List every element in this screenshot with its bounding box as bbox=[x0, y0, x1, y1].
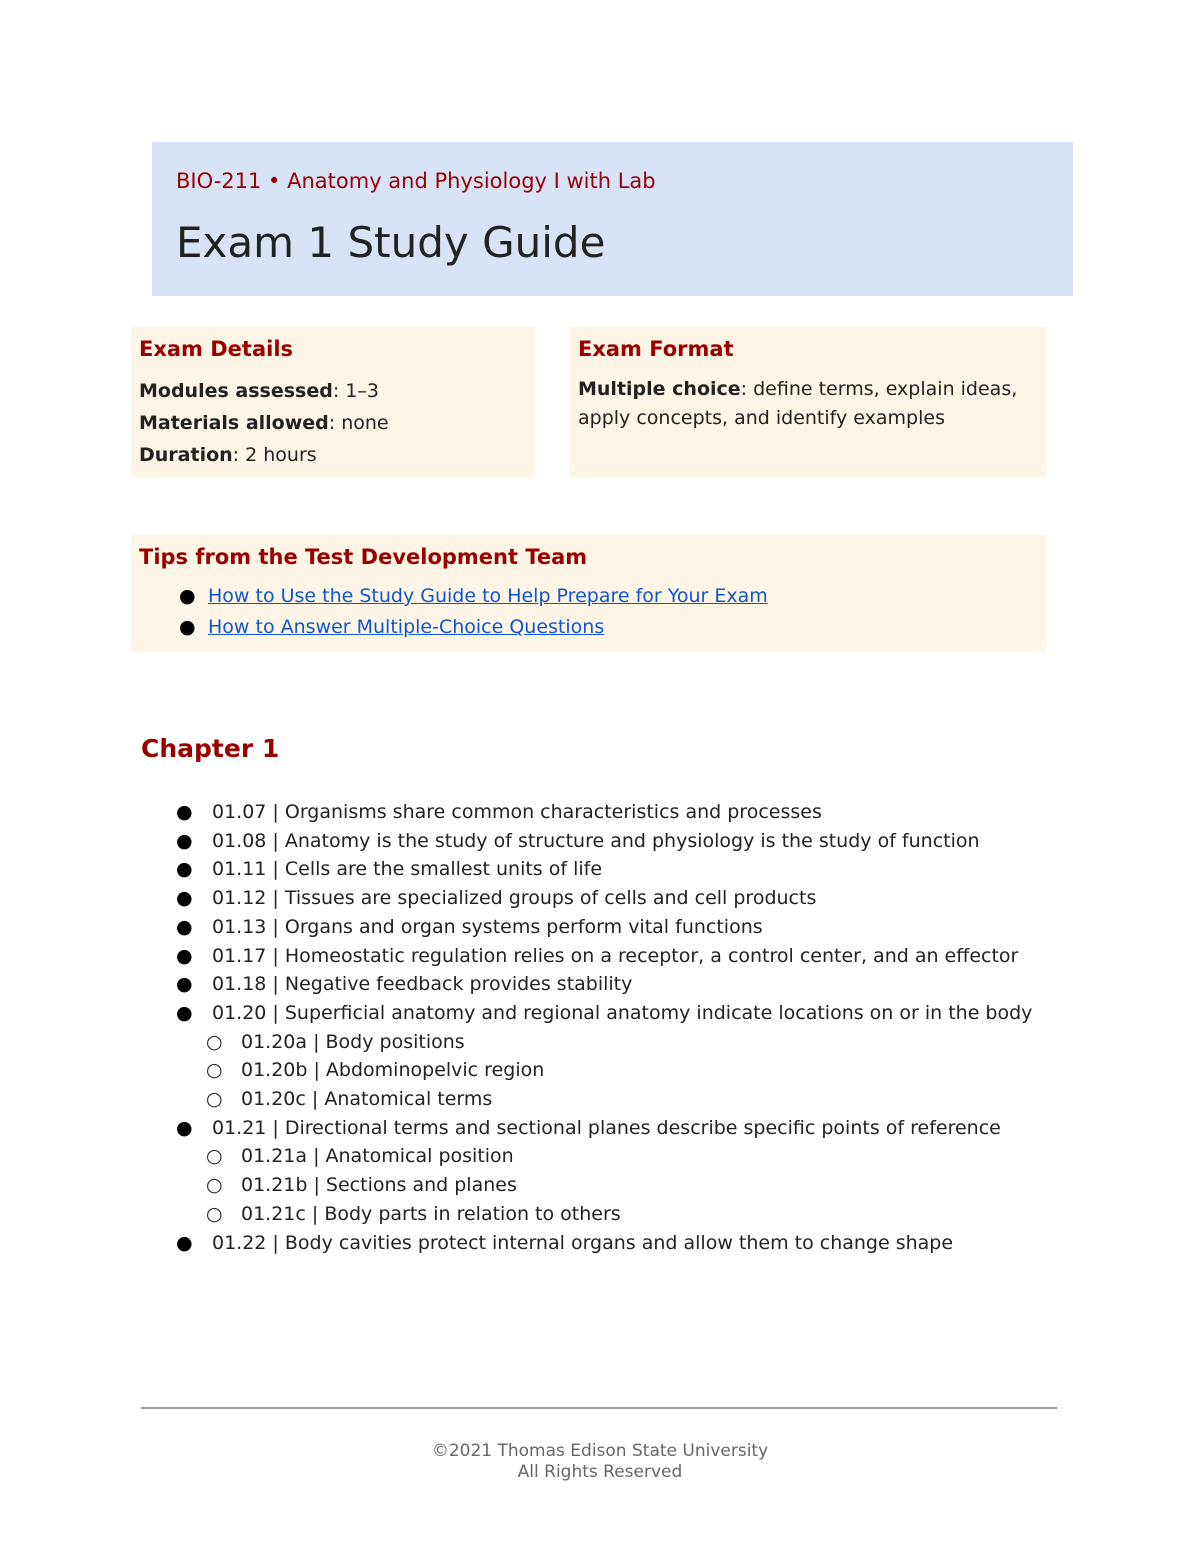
bullet-icon: ● bbox=[176, 829, 193, 852]
bullet-icon: ● bbox=[176, 944, 193, 967]
list-item bbox=[170, 884, 1070, 913]
duration-value: : 2 hours bbox=[232, 444, 317, 466]
sub-list-item bbox=[128, 1142, 1070, 1171]
objective-text: 01.20a | Body positions bbox=[241, 1030, 465, 1053]
objective-text: 01.17 | Homeostatic regulation relies on a receptor, a control center, and an effector bbox=[212, 944, 1019, 967]
bullet-icon: ● bbox=[176, 915, 193, 938]
objective-text: 01.07 | Organisms share common characteristics and processes bbox=[212, 801, 822, 823]
bullet-icon: ● bbox=[179, 616, 196, 638]
header-banner bbox=[152, 142, 1073, 296]
sub-list-item bbox=[128, 1171, 1070, 1200]
duration-label: Duration bbox=[139, 444, 233, 466]
bullet-icon: ● bbox=[176, 1001, 193, 1024]
objective-text: 01.20b | Abdominopelvic region bbox=[241, 1059, 545, 1082]
chapter-objectives bbox=[170, 798, 1070, 1257]
objective-text: 01.21b | Sections and planes bbox=[241, 1174, 517, 1197]
list-item bbox=[170, 827, 1070, 856]
exam-details-heading: Exam Details bbox=[139, 337, 294, 361]
copyright-text: ©2021 Thomas Edison State University bbox=[431, 1441, 769, 1461]
tips-box bbox=[131, 535, 1046, 652]
list-item bbox=[170, 942, 1070, 971]
chapter-heading: Chapter 1 bbox=[141, 734, 280, 763]
objective-text: 01.18 | Negative feedback provides stability bbox=[212, 973, 633, 996]
list-item bbox=[139, 612, 1038, 643]
bullet-icon: ● bbox=[176, 801, 193, 823]
bullet-icon: ● bbox=[176, 1116, 193, 1139]
objective-text: 01.21a | Anatomical position bbox=[241, 1145, 514, 1168]
exam-format-box bbox=[570, 327, 1046, 477]
modules-assessed bbox=[139, 375, 527, 407]
list-item bbox=[170, 1229, 1070, 1258]
footer bbox=[0, 1441, 1200, 1483]
hollow-bullet-icon: ○ bbox=[206, 1030, 223, 1053]
duration bbox=[139, 439, 527, 471]
bullet-icon: ● bbox=[179, 585, 196, 607]
list-item bbox=[170, 1114, 1070, 1143]
tips-list bbox=[139, 581, 1038, 643]
rights-text: All Rights Reserved bbox=[517, 1462, 683, 1482]
bullet-icon: ● bbox=[176, 973, 193, 996]
multiple-choice-link[interactable]: How to Answer Multiple-Choice Questions bbox=[208, 616, 605, 638]
objective-text: 01.22 | Body cavities protect internal organs and allow them to change shape bbox=[212, 1231, 954, 1254]
format-description: : define terms, explain ideas, apply concepts, and identify examples bbox=[578, 378, 1018, 429]
study-guide-link[interactable]: How to Use the Study Guide to Help Prepare for Your Exam bbox=[208, 585, 768, 607]
exam-format-heading: Exam Format bbox=[578, 337, 734, 361]
list-item bbox=[170, 970, 1070, 999]
hollow-bullet-icon: ○ bbox=[206, 1145, 223, 1168]
objective-text: 01.20 | Superficial anatomy and regional anatomy indicate locations on or in the body bbox=[212, 1001, 1033, 1024]
footer-divider bbox=[141, 1407, 1057, 1409]
format-label: Multiple choice bbox=[578, 378, 741, 400]
bullet-icon: ● bbox=[176, 858, 193, 881]
exam-format-text bbox=[578, 375, 1038, 433]
objective-text: 01.13 | Organs and organ systems perform vital functions bbox=[212, 915, 763, 938]
list-item bbox=[139, 581, 1038, 612]
sub-list-item bbox=[128, 1085, 1070, 1114]
modules-label: Modules assessed bbox=[139, 380, 333, 402]
hollow-bullet-icon: ○ bbox=[206, 1202, 223, 1225]
hollow-bullet-icon: ○ bbox=[206, 1088, 223, 1111]
list-item bbox=[170, 913, 1070, 942]
objective-text: 01.20c | Anatomical terms bbox=[241, 1088, 493, 1111]
hollow-bullet-icon: ○ bbox=[206, 1059, 223, 1082]
modules-value: : 1–3 bbox=[332, 380, 379, 402]
objective-text: 01.21 | Directional terms and sectional planes describe specific points of reference bbox=[212, 1116, 1001, 1139]
objective-text: 01.21c | Body parts in relation to others bbox=[241, 1202, 621, 1225]
tips-heading: Tips from the Test Development Team bbox=[139, 545, 588, 569]
page-title: Exam 1 Study Guide bbox=[176, 218, 606, 267]
bullet-icon: ● bbox=[176, 887, 193, 910]
course-title: BIO-211 • Anatomy and Physiology I with Lab bbox=[176, 169, 656, 193]
list-item bbox=[170, 798, 1070, 827]
sub-list-item bbox=[128, 1028, 1070, 1057]
objective-text: 01.11 | Cells are the smallest units of life bbox=[212, 858, 603, 881]
materials-value: : none bbox=[328, 412, 389, 434]
list-item bbox=[170, 855, 1070, 884]
list-item bbox=[170, 999, 1070, 1028]
objective-text: 01.12 | Tissues are specialized groups of cells and cell products bbox=[212, 887, 817, 910]
materials-allowed bbox=[139, 407, 527, 439]
exam-details-box bbox=[131, 327, 535, 477]
sub-list-item bbox=[128, 1200, 1070, 1229]
sub-list-item bbox=[128, 1056, 1070, 1085]
materials-label: Materials allowed bbox=[139, 412, 329, 434]
hollow-bullet-icon: ○ bbox=[206, 1174, 223, 1197]
objective-text: 01.08 | Anatomy is the study of structure and physiology is the study of function bbox=[212, 829, 980, 852]
bullet-icon: ● bbox=[176, 1231, 193, 1254]
